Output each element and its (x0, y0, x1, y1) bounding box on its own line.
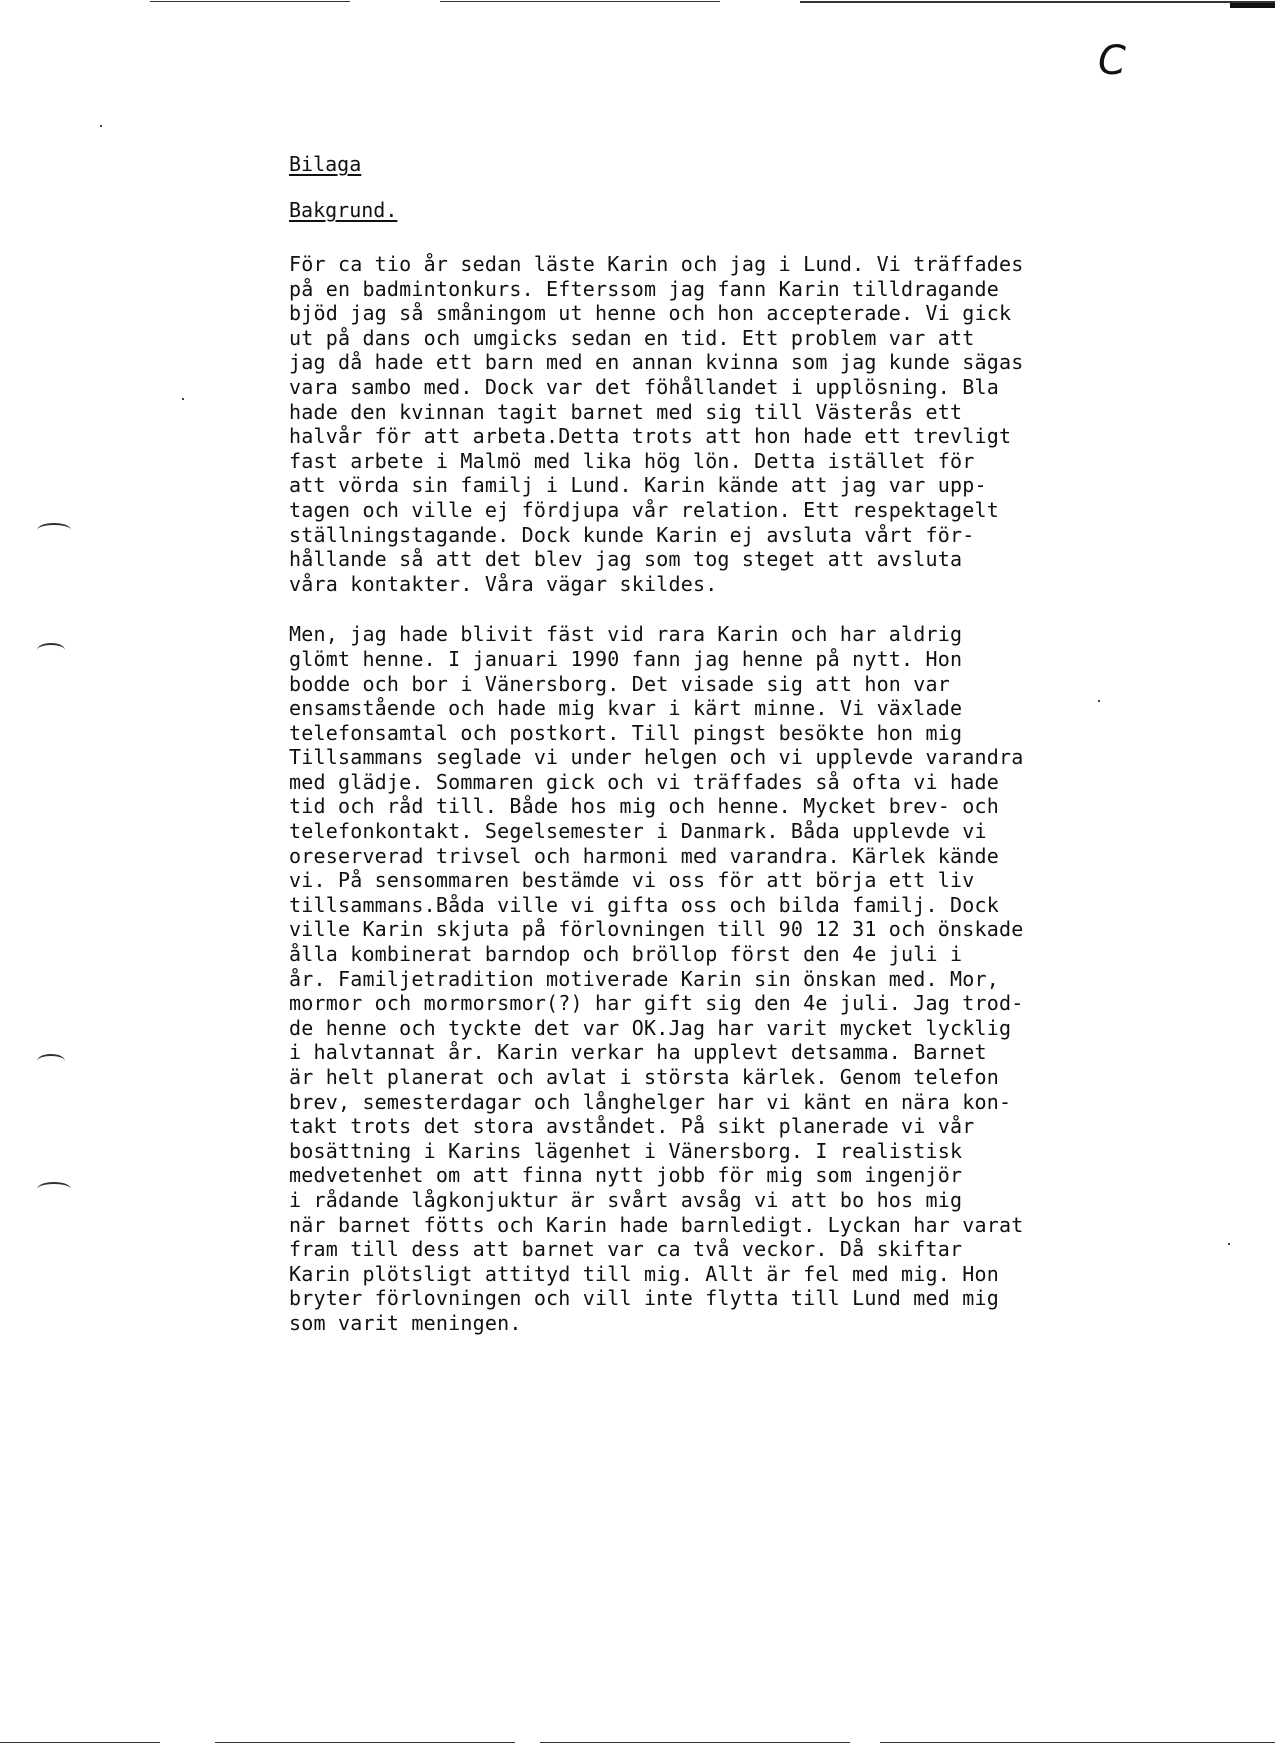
scan-speck (1228, 1243, 1230, 1245)
text-line: bjöd jag så småningom ut henne och hon accepterade. Vi gick (289, 301, 1012, 326)
text-line: ville Karin skjuta på förlovningen till 90 12 31 och önskade (289, 917, 1024, 942)
text-line: år. Familjetradition motiverade Karin sin önskan med. Mor, (289, 966, 999, 991)
text-line: tillsammans.Båda ville vi gifta oss och bilda familj. Dock (289, 892, 999, 917)
text-line: Men, jag hade blivit fäst vid rara Karin och har aldrig (289, 622, 963, 647)
text-line: ensamstående och hade mig kvar i kärt minne. Vi växlade (289, 696, 963, 721)
text-line: oreserverad trivsel och harmoni med varandra. Kärlek kände (289, 843, 999, 868)
text-line: ut på dans och umgicks sedan en tid. Ett problem var att (289, 325, 975, 350)
text-line: i halvtannat år. Karin verkar ha upplevt detsamma. Barnet (289, 1040, 987, 1065)
text-line: Karin plötsligt attityd till mig. Allt är fel med mig. Hon (289, 1261, 999, 1286)
text-line: hade den kvinnan tagit barnet med sig till Västerås ett (289, 399, 963, 424)
paragraph-2 (289, 622, 1049, 1335)
text-line: när barnet fötts och Karin hade barnledigt. Lyckan har varat (289, 1212, 1024, 1237)
text-line: tagen och ville ej fördjupa vår relation. Ett respektagelt (289, 497, 999, 522)
attachment-heading: Bilaga (289, 152, 362, 176)
scan-edge-line (880, 1742, 1275, 1743)
text-line: med glädje. Sommaren gick och vi träffades så ofta vi hade (289, 769, 999, 794)
punch-hole-mark (37, 523, 71, 537)
text-line: Tillsammans seglade vi under helgen och vi upplevde varandra (289, 745, 1024, 770)
handwritten-corner-mark: C (1098, 38, 1126, 84)
text-line: brev, semesterdagar och långhelger har vi känt en nära kon- (289, 1089, 1012, 1114)
text-line: bodde och bor i Vänersborg. Det visade sig att hon var (289, 671, 951, 696)
punch-hole-mark (37, 643, 65, 657)
text-line: bosättning i Karins lägenhet i Vänersborg. I realistisk (289, 1138, 963, 1163)
scan-speck (182, 398, 184, 400)
text-line: ålla kombinerat barndop och bröllop först den 4e juli i (289, 942, 963, 967)
background-heading: Bakgrund. (289, 198, 398, 222)
text-line: våra kontakter. Våra vägar skildes. (289, 571, 718, 596)
text-line: telefonkontakt. Segelsemester i Danmark. Båda upplevde vi (289, 819, 987, 844)
scan-edge-line (540, 1742, 850, 1743)
text-line: på en badmintonkurs. Efterssom jag fann Karin tilldragande (289, 276, 999, 301)
text-line: bryter förlovningen och vill inte flytta till Lund med mig (289, 1286, 999, 1311)
scan-speck (100, 125, 102, 127)
text-line: vara sambo med. Dock var det föhållandet i upplösning. Bla (289, 374, 999, 399)
scan-edge-line (440, 1, 720, 2)
document-body (289, 152, 1049, 1336)
scan-edge-line (150, 1, 350, 2)
text-line: halvår för att arbeta.Detta trots att hon hade ett trevligt (289, 424, 1012, 449)
text-line: glömt henne. I januari 1990 fann jag henne på nytt. Hon (289, 646, 963, 671)
text-line: mormor och mormorsmor(?) har gift sig den 4e juli. Jag trod- (289, 991, 1024, 1016)
text-line: telefonsamtal och postkort. Till pingst besökte hon mig (289, 720, 963, 745)
text-line: medvetenhet om att finna nytt jobb för mig som ingenjör (289, 1163, 963, 1188)
scan-edge-line (215, 1742, 515, 1743)
text-line: är helt planerat och avlat i största kärlek. Genom telefon (289, 1065, 999, 1089)
text-line: att vörda sin familj i Lund. Karin kände att jag var upp- (289, 473, 987, 498)
text-line: i rådande lågkonjuktur är svårt avsåg vi att bo hos mig (289, 1187, 963, 1212)
paragraph-1 (289, 252, 1049, 596)
text-line: vi. På sensommaren bestämde vi oss för att börja ett liv (289, 868, 975, 893)
text-line: jag då hade ett barn med en annan kvinna som jag kunde sägas (289, 350, 1024, 375)
text-line: fast arbete i Malmö med lika hög lön. Detta istället för (289, 448, 975, 473)
text-line: fram till dess att barnet var ca två veckor. Då skiftar (289, 1237, 963, 1262)
text-line: de henne och tyckte det var OK.Jag har varit mycket lycklig (289, 1015, 1012, 1040)
scan-edge-line (800, 1, 1275, 3)
text-line: takt trots det stora avståndet. På sikt planerade vi vår (289, 1114, 975, 1139)
text-line: tid och råd till. Både hos mig och henne. Mycket brev- och (289, 794, 999, 819)
text-line: som varit meningen. (289, 1310, 522, 1335)
text-line: ställningstagande. Dock kunde Karin ej avsluta vårt för- (289, 522, 975, 547)
scan-speck (1098, 700, 1100, 702)
text-line: För ca tio år sedan läste Karin och jag i Lund. Vi träffades (289, 252, 1024, 276)
text-line: hållande så att det blev jag som tog steget att avsluta (289, 547, 963, 572)
punch-hole-mark (37, 1182, 71, 1196)
scan-edge-mark (1230, 3, 1275, 8)
scan-edge-line (0, 1742, 160, 1743)
punch-hole-mark (37, 1054, 65, 1068)
